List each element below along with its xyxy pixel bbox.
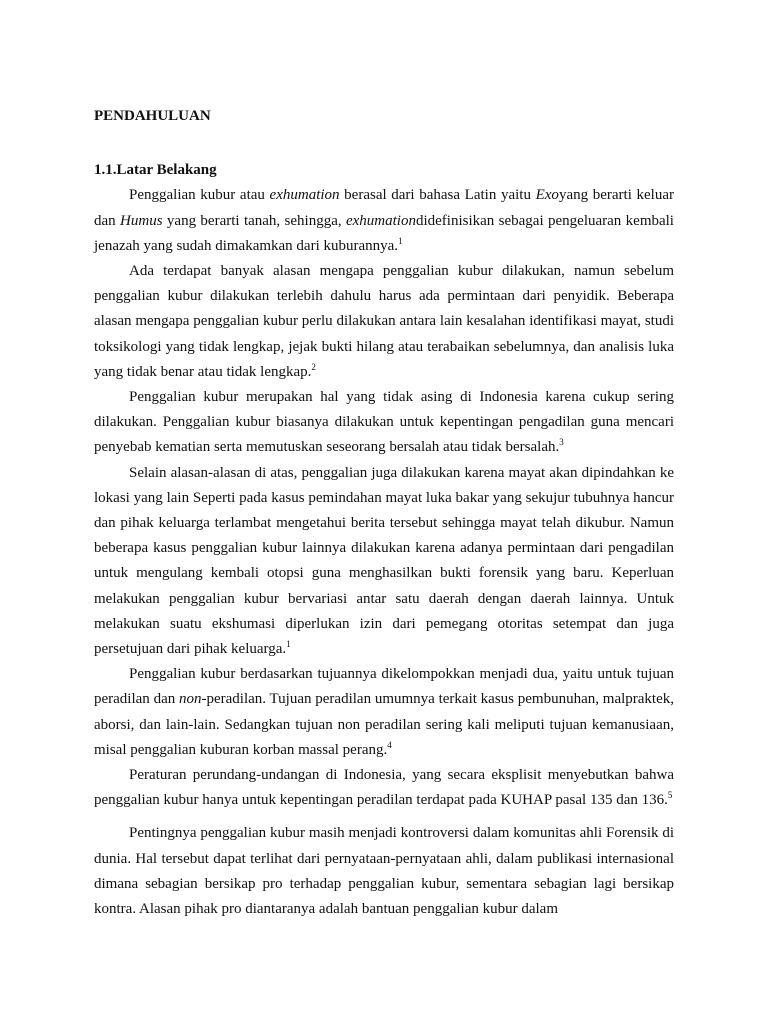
paragraph-text: yang berarti tanah, sehingga, [162, 212, 346, 229]
document-title: PENDAHULUAN [94, 108, 211, 124]
paragraph-text: Ada terdapat banyak alasan mengapa penggalian kubur dilakukan, namun sebelum penggalian kubur dilakukan terlebih dahulu harus ada permintaan dari penyidik. Beberapa alasan mengapa penggalian kubur perlu dilakukan antara lain kesalahan identifikasi mayat, studi toksikologi yang tidak lengkap, jejak bukti hilang atau terabaikan sebelumnya, dan analisis luka yang tidak benar atau tidak lengkap. [94, 263, 674, 380]
italic-term: Humus [120, 212, 163, 229]
paragraph-text: -peradilan. Tujuan peradilan umumnya terkait kasus pembunuhan, malpraktek, aborsi, dan lain-lain. Sedangkan tujuan non peradilan sering kali meliputi tujuan kemanusiaan, misal penggalian kuburan korban massal perang. [94, 691, 674, 758]
footnote-reference: 1 [398, 235, 403, 246]
italic-term: exhumation [345, 212, 416, 229]
italic-term: Exo [535, 187, 559, 204]
body-paragraph [94, 662, 674, 763]
footnote-reference: 4 [387, 739, 392, 750]
paragraph-text: berasal dari bahasa Latin yaitu [339, 187, 536, 204]
italic-term: non [179, 691, 202, 708]
paragraph-text: Selain alasan-alasan di atas, penggalian juga dilakukan karena mayat akan dipindahkan ke lokasi yang lain Seperti pada kasus pemindahan mayat luka bakar yang sekujur tubuhnya hancur dan pihak keluarga terlambat mengetahui berita tersebut sehingga mayat telah dikubur. Namun beberapa kasus penggalian kubur lainnya dilakukan karena adanya permintaan dari pengadilan untuk mengulang kembali otopsi guna menghasilkan bukti forensik yang baru. Keperluan melakukan penggalian kubur bervariasi antar satu daerah dengan daerah lainnya. Untuk melakukan suatu ekshumasi diperlukan izin dari pemegang otoritas setempat dan juga persetujuan dari pihak keluarga. [94, 464, 674, 658]
document-body [94, 104, 674, 922]
footnote-reference: 3 [559, 437, 564, 448]
paragraph-list [94, 183, 674, 922]
paragraph-text: Penggalian kubur merupakan hal yang tidak asing di Indonesia karena cukup sering dilakukan. Penggalian kubur biasanya dilakukan untuk kepentingan pengadilan guna mencari penyebab kematian serta memutuskan seseorang bersalah atau tidak bersalah. [94, 389, 674, 456]
paragraph-text: didefinisikan sebagai pengeluaran kembali jenazah yang sudah dimakamkan dari kuburannya. [94, 212, 674, 254]
body-paragraph [94, 259, 674, 385]
body-paragraph [94, 763, 674, 813]
section-heading: 1.1.Latar Belakang [94, 162, 217, 179]
paragraph-text: Peraturan perundang-undangan di Indonesia, yang secara eksplisit menyebutkan bahwa penggalian kubur hanya untuk kepentingan peradilan terdapat pada KUHAP pasal 135 dan 136. [94, 767, 674, 809]
paragraph-text: Penggalian kubur atau [129, 187, 270, 204]
body-paragraph [94, 821, 674, 922]
body-paragraph [94, 461, 674, 663]
footnote-reference: 5 [667, 790, 673, 801]
paragraph-text: yang berarti keluar dan [94, 187, 674, 229]
paragraph-text: Penggalian kubur berdasarkan tujuannya dikelompokkan menjadi dua, yaitu untuk tujuan peradilan dan [94, 666, 674, 708]
body-paragraph [94, 183, 674, 259]
footnote-reference: 1 [286, 639, 291, 650]
body-paragraph [94, 385, 674, 461]
italic-term: exhumation [269, 187, 340, 204]
footnote-reference: 2 [311, 361, 316, 372]
paragraph-text: Pentingnya penggalian kubur masih menjadi kontroversi dalam komunitas ahli Forensik di dunia. Hal tersebut dapat terlihat dari pernyataan-pernyataan ahli, dalam publikasi internasional dimana sebagian bersikap pro terhadap penggalian kubur, sementara sebagian lagi bersikap kontra. Alasan pihak pro diantaranya adalah bantuan penggalian kubur dalam [94, 825, 674, 918]
